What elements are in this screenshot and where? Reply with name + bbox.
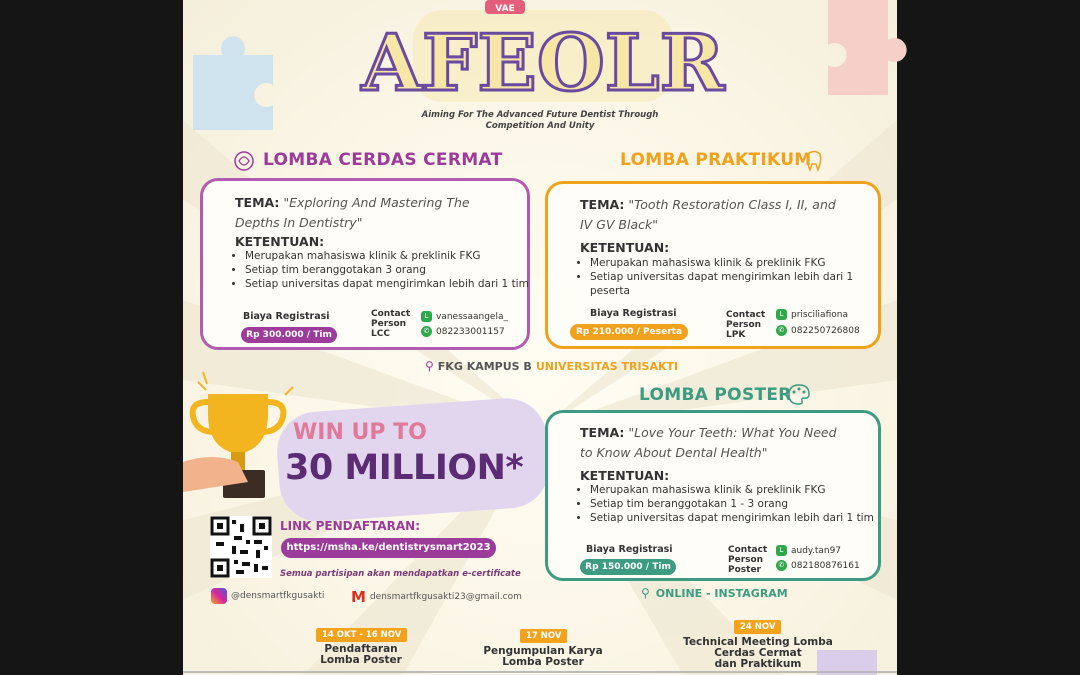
lcc-fee: Rp 300.000 / Tim bbox=[241, 327, 337, 343]
cp-line: Person bbox=[726, 320, 762, 330]
lpk-wa-contact bbox=[776, 325, 860, 336]
registration-link[interactable]: https://msha.ke/dentistrysmart2023 bbox=[281, 538, 496, 558]
email-contact[interactable] bbox=[351, 588, 522, 606]
poster-tema bbox=[580, 423, 837, 463]
lpk-ketentuan: KETENTUAN: bbox=[580, 240, 670, 255]
certificate-note: Semua partisipan akan mendapatkan e-certificate bbox=[280, 569, 521, 579]
cp-line: Person bbox=[371, 319, 407, 329]
lpk-rule: • Setiap universitas dapat mengirimkan lebih dari 1 peserta bbox=[590, 270, 875, 298]
whatsapp-icon: ✆ bbox=[776, 560, 787, 571]
lcc-contact-label bbox=[371, 309, 410, 339]
timeline-date: 17 NOV bbox=[520, 629, 567, 643]
email-address: densmartfkgusakti23@gmail.com bbox=[369, 592, 522, 602]
brain-icon bbox=[233, 150, 255, 172]
lcc-card bbox=[200, 178, 530, 350]
poster-fee: Rp 150.000 / Tim bbox=[580, 559, 676, 575]
poster-line-contact bbox=[776, 545, 841, 556]
location-online-text: ONLINE - INSTAGRAM bbox=[655, 586, 788, 600]
poster-wa-number: 082180876161 bbox=[791, 560, 860, 571]
timeline-text: Lomba Poster bbox=[320, 654, 402, 666]
lpk-fee-label: Biaya Registrasi bbox=[590, 308, 677, 319]
cp-line: Poster bbox=[728, 565, 761, 575]
lcc-title: LOMBA CERDAS CERMAT bbox=[263, 150, 503, 170]
lpk-card bbox=[545, 181, 881, 349]
lpk-tema-line1: "Tooth Restoration Class I, II, and bbox=[628, 197, 836, 212]
prize-line2: 30 MILLION* bbox=[285, 448, 524, 488]
timeline-text: dan Praktikum bbox=[714, 658, 802, 670]
registration-label: LINK PENDAFTARAN: bbox=[280, 519, 421, 533]
lpk-line-id: prisciliafiona bbox=[791, 309, 848, 320]
timeline-text: Cerdas Cermat bbox=[714, 647, 802, 659]
timeline-item bbox=[673, 637, 843, 670]
location-b: UNIVERSITAS TRISAKTI bbox=[535, 359, 679, 373]
timeline-date: 14 OKT - 16 NOV bbox=[316, 628, 407, 642]
cp-line: LCC bbox=[371, 329, 390, 339]
location-campus bbox=[425, 359, 678, 373]
whatsapp-icon: ✆ bbox=[776, 325, 787, 336]
lpk-wa-number: 082250726808 bbox=[791, 325, 860, 336]
event-logo bbox=[361, 0, 725, 109]
instagram-contact[interactable] bbox=[211, 588, 324, 604]
location-online bbox=[641, 586, 788, 600]
poster-tema-line2: to Know About Dental Health" bbox=[580, 445, 768, 460]
lcc-tema-line1: "Exploring And Mastering The bbox=[283, 195, 470, 210]
lcc-fee-label: Biaya Registrasi bbox=[243, 311, 330, 322]
lcc-rule: • Setiap tim beranggotakan 3 orang bbox=[245, 263, 535, 277]
lpk-contact-label bbox=[726, 310, 765, 340]
lcc-rule: • Setiap universitas dapat mengirimkan lebih dari 1 tim bbox=[245, 277, 535, 291]
tooth-icon bbox=[805, 150, 823, 172]
cp-line: Contact bbox=[728, 545, 768, 555]
location-pin-icon: ⚲ bbox=[425, 359, 434, 373]
line-app-icon: L bbox=[421, 311, 432, 322]
timeline-text: Technical Meeting Lomba bbox=[683, 636, 833, 648]
poster-ketentuan: KETENTUAN: bbox=[580, 468, 670, 483]
lpk-rule: • Merupakan mahasiswa klinik & preklinik FKG bbox=[590, 256, 875, 270]
event-poster bbox=[183, 0, 897, 675]
poster-tema-line1: "Love Your Teeth: What You Need bbox=[628, 425, 837, 440]
cp-line: Person bbox=[728, 555, 764, 565]
lcc-rules bbox=[233, 249, 535, 291]
lpk-tema-label: TEMA: bbox=[580, 197, 625, 212]
tagline-line1: Aiming For The Advanced Future Dentist Through bbox=[421, 110, 659, 120]
timeline-text: Lomba Poster bbox=[502, 656, 584, 668]
lpk-title: LOMBA PRAKTIKUM bbox=[620, 150, 812, 170]
lcc-rule: • Merupakan mahasiswa klinik & preklinik FKG bbox=[245, 249, 535, 263]
logo-badge: VAE bbox=[495, 4, 515, 14]
lcc-line-contact bbox=[421, 311, 508, 322]
cp-line: Contact bbox=[726, 310, 766, 320]
lcc-tema-line2: Depths In Dentistry" bbox=[235, 215, 363, 230]
logo-text: AFEOLR bbox=[361, 18, 725, 109]
instagram-handle: @densmartfkgusakti bbox=[231, 591, 325, 601]
poster-rule: • Merupakan mahasiswa klinik & preklinik FKG bbox=[590, 483, 875, 497]
lcc-ketentuan: KETENTUAN: bbox=[235, 234, 325, 249]
lpk-line-contact bbox=[776, 309, 848, 320]
qr-code[interactable] bbox=[210, 516, 272, 578]
lpk-fee: Rp 210.000 / Peserta bbox=[570, 324, 688, 340]
prize-line1: WIN UP TO bbox=[293, 420, 427, 445]
poster-contact-label bbox=[728, 545, 767, 575]
poster-line-id: audy.tan97 bbox=[791, 545, 842, 556]
location-pin-icon: ⚲ bbox=[641, 586, 650, 600]
poster-fee-label: Biaya Registrasi bbox=[586, 544, 673, 555]
timeline-text: Pendaftaran bbox=[324, 643, 398, 655]
puzzle-piece-pink bbox=[813, 0, 897, 100]
poster-card bbox=[545, 410, 881, 581]
poster-rule: • Setiap universitas dapat mengirimkan lebih dari 1 tim bbox=[590, 511, 875, 525]
lcc-tema bbox=[235, 193, 470, 233]
whatsapp-icon: ✆ bbox=[421, 326, 432, 337]
tagline-line2: Competition And Unity bbox=[485, 121, 595, 131]
timeline-date: 24 NOV bbox=[734, 620, 781, 634]
poster-rules bbox=[578, 483, 875, 525]
lcc-line-id: vanessaangela_ bbox=[436, 311, 508, 322]
palette-icon bbox=[787, 383, 811, 405]
poster-rule: • Setiap tim beranggotakan 1 - 3 orang bbox=[590, 497, 875, 511]
cp-line: Contact bbox=[371, 309, 411, 319]
poster-wa-contact bbox=[776, 560, 860, 571]
lcc-wa-number: 082233001157 bbox=[436, 326, 505, 337]
tagline bbox=[183, 110, 897, 132]
lpk-rules bbox=[578, 256, 875, 298]
cp-line: LPK bbox=[726, 330, 746, 340]
poster-tema-label: TEMA: bbox=[580, 425, 625, 440]
instagram-icon bbox=[211, 588, 227, 604]
poster-title: LOMBA POSTER bbox=[639, 385, 792, 405]
timeline-item bbox=[468, 646, 618, 668]
gmail-icon: M bbox=[351, 588, 366, 606]
location-a: FKG KAMPUS B bbox=[437, 359, 532, 373]
lcc-tema-label: TEMA: bbox=[235, 195, 280, 210]
lpk-tema-line2: IV GV Black" bbox=[580, 217, 658, 232]
timeline-line bbox=[183, 671, 897, 673]
lcc-wa-contact bbox=[421, 326, 505, 337]
timeline-text: Pengumpulan Karya bbox=[483, 645, 603, 657]
line-app-icon: L bbox=[776, 545, 787, 556]
lpk-tema bbox=[580, 195, 836, 235]
line-app-icon: L bbox=[776, 309, 787, 320]
timeline-item bbox=[286, 644, 436, 666]
